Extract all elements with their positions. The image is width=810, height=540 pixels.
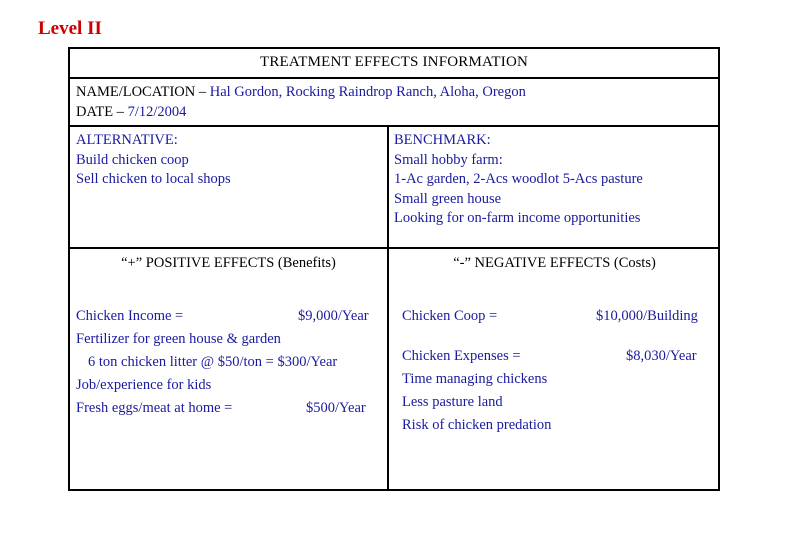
chicken-coop-label: Chicken Coop = <box>402 308 498 324</box>
eggs-label: Fresh eggs/meat at home = <box>76 400 233 416</box>
negative-effects-header: “-” NEGATIVE EFFECTS (Costs) <box>453 255 656 271</box>
divider <box>387 125 389 247</box>
date-label: DATE – <box>76 103 124 120</box>
name-label: NAME/LOCATION – <box>76 84 207 100</box>
alternative-label: ALTERNATIVE: <box>76 132 178 148</box>
chicken-expenses-value: $8,030/Year <box>626 348 697 364</box>
date-value: 7/12/2004 <box>127 103 187 120</box>
eggs-value: $500/Year <box>306 400 366 416</box>
benchmark-label: BENCHMARK: <box>394 132 491 148</box>
benchmark-line: Small green house <box>394 190 502 207</box>
alternative-section <box>76 131 231 190</box>
divider <box>70 77 718 79</box>
chicken-income-value: $9,000/Year <box>298 308 369 324</box>
table-title: TREATMENT EFFECTS INFORMATION <box>259 54 529 70</box>
time-line: Time managing chickens <box>402 371 548 387</box>
benchmark-section <box>394 131 643 229</box>
positive-effects-header: “+” POSITIVE EFFECTS (Benefits) <box>121 255 336 271</box>
job-line: Job/experience for kids <box>76 377 212 393</box>
name-value: Hal Gordon, Rocking Raindrop Ranch, Aloha, Oregon <box>209 84 526 100</box>
level-heading: Level II <box>38 18 102 39</box>
chicken-income-label: Chicken Income = <box>76 308 184 324</box>
predation-line: Risk of chicken predation <box>402 417 552 433</box>
benchmark-line: 1-Ac garden, 2-Acs woodlot 5-Acs pasture <box>394 171 643 187</box>
benchmark-line: Small hobby farm: <box>394 151 503 168</box>
info-section <box>76 83 526 122</box>
chicken-expenses-label: Chicken Expenses = <box>402 348 521 364</box>
divider <box>387 247 389 491</box>
divider <box>70 247 718 249</box>
pasture-line: Less pasture land <box>402 394 503 410</box>
alternative-line: Build chicken coop <box>76 151 189 168</box>
treatment-effects-table <box>68 47 720 491</box>
benchmark-line: Looking for on-farm income opportunities <box>394 210 641 226</box>
litter-line: 6 ton chicken litter @ $50/ton = $300/Year <box>88 354 338 370</box>
chicken-coop-value: $10,000/Building <box>596 308 698 324</box>
alternative-line: Sell chicken to local shops <box>76 171 231 187</box>
fertilizer-line: Fertilizer for green house & garden <box>76 331 281 347</box>
divider <box>70 125 718 127</box>
